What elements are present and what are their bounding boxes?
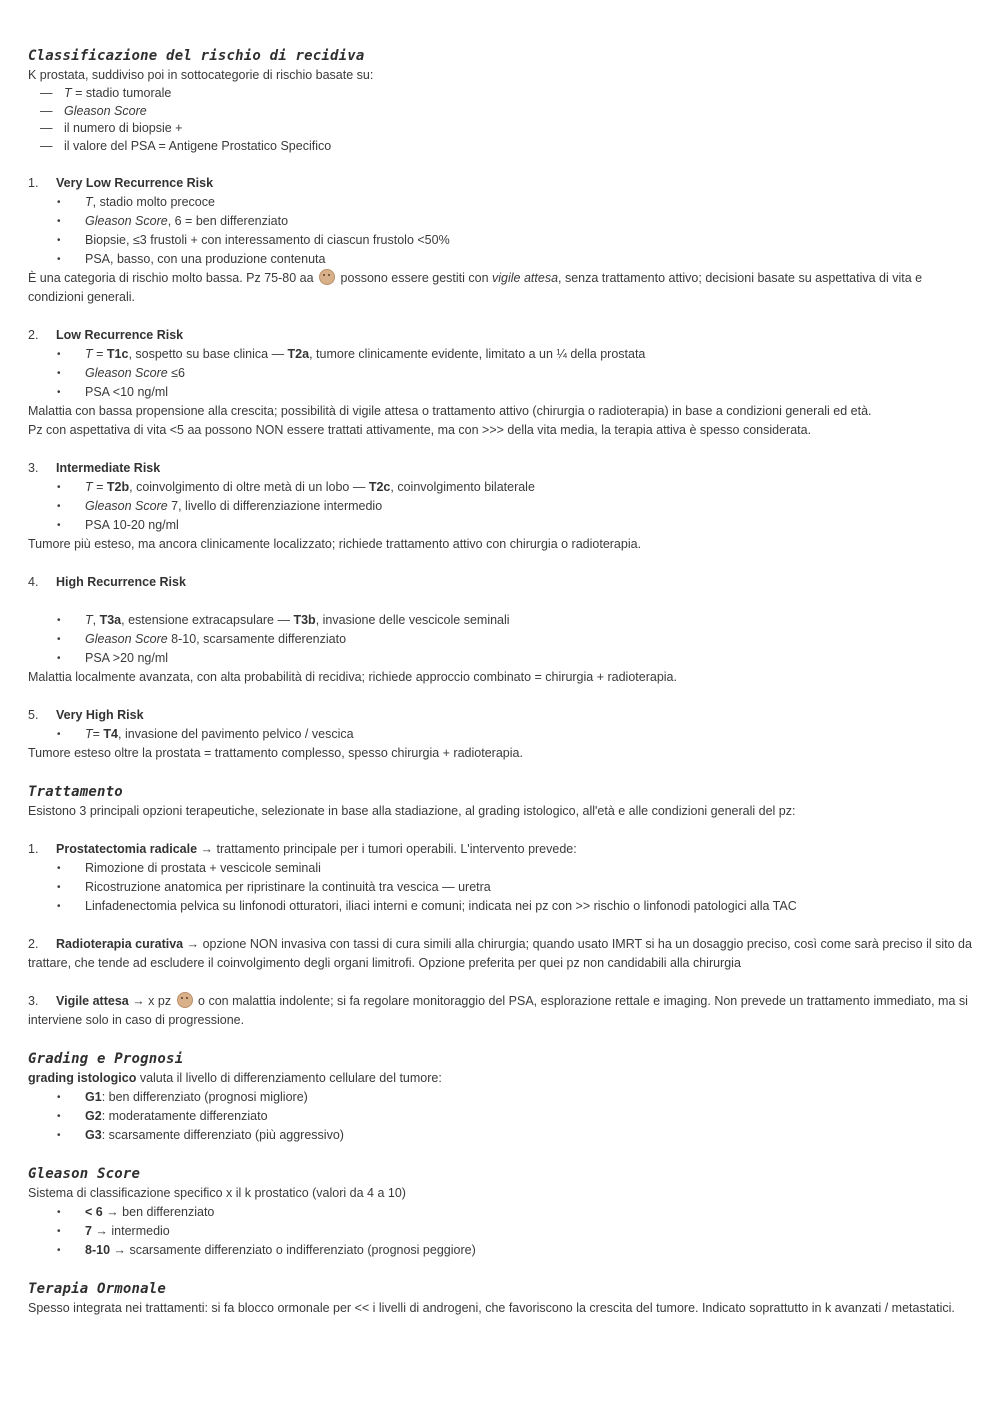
list-item: • T= T4, invasione del pavimento pelvico / vescica	[28, 725, 978, 744]
list-item: • T, T3a, estensione extracapsulare — T3b, invasione delle vescicole seminali	[28, 611, 978, 630]
category-note: Pz con aspettativa di vita <5 aa possono NON essere trattati attivamente, ma con >>> della vita media, la terapia attiva è spesso considerata.	[28, 423, 812, 437]
list-item: • Gleason Score 7, livello di differenziazione intermedio	[28, 497, 978, 516]
list-item: • PSA <10 ng/ml	[28, 383, 978, 402]
list-item: • Gleason Score 8-10, scarsamente differenziato	[28, 630, 978, 649]
document-page	[28, 46, 978, 1318]
dash-item: — Gleason Score	[28, 103, 978, 121]
list-item: • T = T2b, coinvolgimento di oltre metà di un lobo — T2c, coinvolgimento bilaterale	[28, 478, 978, 497]
heading-trattamento: Trattamento	[28, 784, 123, 800]
risk-category-4: 4. High Recurrence Risk	[28, 575, 186, 589]
list-item: • G3: scarsamente differenziato (più aggressivo)	[28, 1126, 978, 1145]
list-item: • 7 → intermedio	[28, 1222, 978, 1241]
list-item: • Gleason Score, 6 = ben differenziato	[28, 212, 978, 231]
intro-text: grading istologico valuta il livello di differenziamento cellulare del tumore:	[28, 1071, 442, 1085]
heading-grading: Grading e Prognosi	[28, 1051, 184, 1067]
heading-gleason: Gleason Score	[28, 1166, 141, 1182]
heading-terapia-ormonale: Terapia Ormonale	[28, 1281, 167, 1297]
category-note: Malattia localmente avanzata, con alta probabilità di recidiva; richiede approccio combinato = chirurgia + radioterapia.	[28, 670, 677, 684]
risk-category-3: 3. Intermediate Risk	[28, 461, 161, 475]
intro-text: Esistono 3 principali opzioni terapeutiche, selezionate in base alla stadiazione, al grading istologico, all'età e alle condizioni generali del pz:	[28, 804, 796, 818]
category-note: Tumore esteso oltre la prostata = trattamento complesso, spesso chirurgia + radioterapia.	[28, 746, 523, 760]
dash-item: — il valore del PSA = Antigene Prostatico Specifico	[28, 138, 978, 156]
list-item: • Ricostruzione anatomica per ripristinare la continuità tra vescica — uretra	[28, 878, 978, 897]
list-item: • Biopsie, ≤3 frustoli + con interessamento di ciascun frustolo <50%	[28, 231, 978, 250]
intro-text: Sistema di classificazione specifico x il k prostatico (valori da 4 a 10)	[28, 1186, 406, 1200]
list-item: • Linfadenectomia pelvica su linfonodi otturatori, iliaci interni e comuni; indicata nei pz con >> rischio o linfonodi patologici alla TAC	[28, 897, 978, 916]
intro-text: K prostata, suddiviso poi in sottocategorie di rischio basate su:	[28, 68, 374, 82]
list-item: • PSA 10-20 ng/ml	[28, 516, 978, 535]
older-person-icon	[177, 992, 193, 1008]
dash-item: — T = stadio tumorale	[28, 85, 978, 103]
heading-classificazione: Classificazione del rischio di recidiva	[28, 48, 365, 64]
list-item: • T, stadio molto precoce	[28, 193, 978, 212]
treatment-3: 3. Vigile attesa → x pz o con malattia indolente; si fa regolare monitoraggio del PSA, esplorazione rettale e imaging. Non prevede un trattamento immediato, ma si interviene solo in caso di progressione.	[28, 994, 968, 1027]
list-item: • PSA, basso, con una produzione contenuta	[28, 250, 978, 269]
list-item: • G1: ben differenziato (prognosi migliore)	[28, 1088, 978, 1107]
list-item: • Rimozione di prostata + vescicole seminali	[28, 859, 978, 878]
older-person-icon	[319, 269, 335, 285]
category-note: Tumore più esteso, ma ancora clinicamente localizzato; richiede trattamento attivo con chirurgia o radioterapia.	[28, 537, 642, 551]
list-item: • T = T1c, sospetto su base clinica — T2a, tumore clinicamente evidente, limitato a un ¼ della prostata	[28, 345, 978, 364]
treatment-1: 1. Prostatectomia radicale → trattamento principale per i tumori operabili. L'intervento prevede:	[28, 842, 577, 856]
risk-category-2: 2. Low Recurrence Risk	[28, 328, 184, 342]
category-note: Malattia con bassa propensione alla crescita; possibilità di vigile attesa o trattamento attivo (chirurgia o radioterapia) in base a condizioni generali ed età.	[28, 404, 872, 418]
dash-item: — il numero di biopsie +	[28, 120, 978, 138]
category-note: È una categoria di rischio molto bassa. Pz 75-80 aa possono essere gestiti con vigile attesa, senza trattamento attivo; decisioni basate su aspettativa di vita e condizioni generali.	[28, 271, 923, 304]
list-item: • PSA >20 ng/ml	[28, 649, 978, 668]
list-item: • G2: moderatamente differenziato	[28, 1107, 978, 1126]
list-item: • Gleason Score ≤6	[28, 364, 978, 383]
list-item: • 8-10 → scarsamente differenziato o indifferenziato (prognosi peggiore)	[28, 1241, 978, 1260]
list-item: • < 6 → ben differenziato	[28, 1203, 978, 1222]
body-text: Spesso integrata nei trattamenti: si fa blocco ormonale per << i livelli di androgeni, che favoriscono la crescita del tumore. Indicato soprattutto in k avanzati / metastatici.	[28, 1301, 955, 1315]
risk-category-1: 1. Very Low Recurrence Risk	[28, 176, 214, 190]
treatment-2: 2. Radioterapia curativa → opzione NON invasiva con tassi di cura simili alla chirurgia; quando usato IMRT si ha un dosaggio preciso, così come sarà preciso il sito da trattare, che tende ad escludere il coinvolgimento degli organi limitrofi. Opzione preferita per quei pz non candidabili alla chirurgia	[28, 937, 972, 970]
risk-category-5: 5. Very High Risk	[28, 708, 144, 722]
